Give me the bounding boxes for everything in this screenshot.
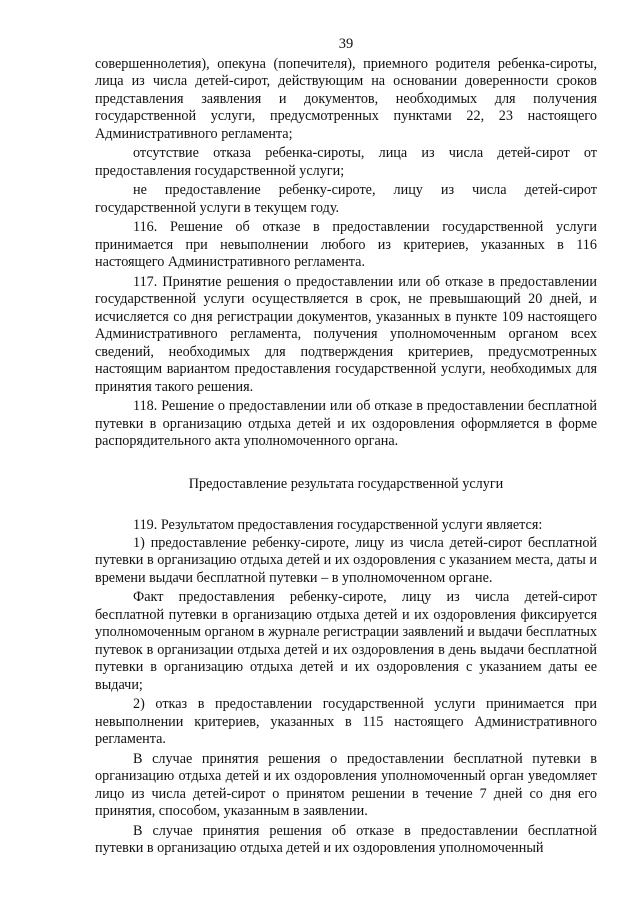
paragraph-119: 119. Результатом предоставления государственной услуги является: — [133, 517, 543, 533]
paragraph-119-item-2: 2) отказ в предоставлении государственной услуги принимается при невыполнении критериев, указанных в 115 настоящего Административного регламента. — [95, 696, 597, 747]
paragraph-notification-refusal: В случае принятия решения об отказе в предоставлении бесплатной путевки в организацию отдыха детей и их оздоровления уполномоченный — [95, 822, 597, 856]
paragraph-117: 117. Принятие решения о предоставлении или об отказе в предоставлении государственной услуги осуществляется в срок, не превышающий 20 дней, и исчисляется со дня регистрации документов, указанных в пункте 109 настоящего Административного регламента, получения уполномоченным органом всех сведений, необходимых для подтверждения критериев, предусмотренных настоящим вариантом предоставления государственной услуги, необходимых для принятия такого решения. — [95, 273, 597, 395]
paragraph-criterion-not-provided: не предоставление ребенку-сироте, лицу из числа детей-сирот государственной услуги в текущем году. — [95, 182, 597, 216]
paragraph-fact-of-provision: Факт предоставления ребенку-сироте, лицу из числа детей-сирот бесплатной путевки в организацию отдыха детей и их оздоровления фиксируется уполномоченным органом в журнале регистрации заявлений и выдачи бесплатных путевок в организации отдыха детей и их оздоровления в день выдачи бесплатной путевки в организацию отдыха детей и их оздоровления с указанием даты ее выдачи; — [95, 589, 597, 693]
paragraph-118: 118. Решение о предоставлении или об отказе в предоставлении бесплатной путевки в организацию отдыха детей и их оздоровления оформляется в форме распорядительного акта уполномоченного органа. — [95, 398, 597, 449]
section-heading: Предоставление результата государственной услуги — [188, 475, 504, 492]
paragraph-criterion-no-refusal: отсутствие отказа ребенка-сироты, лица из числа детей-сирот от предоставления государственной услуги; — [95, 145, 597, 179]
paragraph-116: 116. Решение об отказе в предоставлении государственной услуги принимается при невыполнении любого из критериев, указанных в 116 настоящего Административного регламента. — [95, 219, 597, 270]
paragraph-continuation: совершеннолетия), опекуна (попечителя), приемного родителя ребенка-сироты, лица из числа детей-сирот, действующим на основании доверенности сроков представления заявления и документов, необходимых для получения государственной услуги, предусмотренных пунктами 22, 23 настоящего Административного регламента; — [95, 55, 597, 142]
paragraph-notification-approval: В случае принятия решения о предоставлении бесплатной путевки в организацию отдыха детей и их оздоровления уполномоченный орган уведомляет лицо из числа детей-сирот о принятом решении в течение 7 дней со дня его принятия, способом, указанным в заявлении. — [95, 750, 597, 819]
document-page — [95, 36, 597, 858]
page-number: 39 — [338, 36, 354, 52]
paragraph-119-item-1: 1) предоставление ребенку-сироте, лицу из числа детей-сирот бесплатной путевки в организацию отдыха детей и их оздоровления с указанием места, даты и времени выдачи бесплатной путевки – в уполномоченном органе. — [95, 534, 597, 586]
